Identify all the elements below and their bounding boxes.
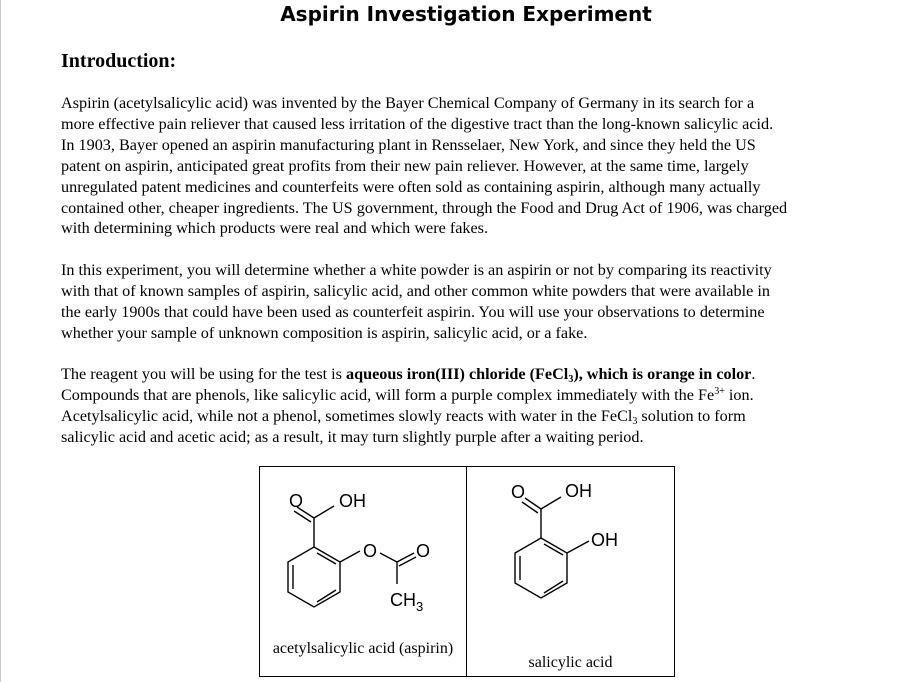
text-line: contained other, cheaper ingredients. The US government, through the Food and Drug Act of 1906, was charged [61,198,788,217]
salicylic-structure [467,467,674,675]
text-line [61,364,881,385]
text-line: whether your sample of unknown composition is aspirin, salicylic acid, or a fake. [61,323,588,342]
paragraph-experiment [61,260,881,344]
aspirin-oh-label: OH [339,491,366,511]
text-line: the early 1900s that could have been used as counterfeit aspirin. You will use your observations to determine [61,302,765,321]
aspirin-carbonyl-o-label: O [289,491,304,511]
paragraph-history [61,93,881,239]
structure-table [259,466,675,677]
text-line: more effective pain reliever that caused less irritation of the digestive tract than the long-known salicylic acid. [61,114,774,133]
superscript: 3+ [714,385,725,397]
subscript: 3 [568,374,574,385]
text-run: ion. [724,385,754,404]
text-line: unregulated patent medicines and counterfeits were often sold as containing aspirin, although many actually [61,177,761,196]
document-title: Aspirin Investigation Experiment [280,2,652,26]
salicylic-phenol-oh-label: OH [591,530,618,550]
page-edge [0,0,1,682]
aspirin-ester-o-label: O [363,541,378,561]
text-run: solution to form [637,406,746,425]
salicylic-carbonyl-o-label: O [511,482,526,502]
methyl-text: CH [390,590,416,610]
text-line: with that of known samples of aspirin, salicylic acid, and other common white powders that were available in [61,281,770,300]
salicylic-bonds [515,497,589,598]
text-line: salicylic acid and acetic acid; as a result, it may turn slightly purple after a waiting period. [61,427,644,446]
aspirin-methyl-label [390,590,423,614]
salicylic-oh-label: OH [565,481,592,501]
text-line: patent on aspirin, anticipated great profits from their new pain reliever. However, at the same time, largely [61,156,749,175]
text-run: aqueous iron(III) chloride (FeCl [346,365,569,383]
text-run: Compounds that are phenols, like salicylic acid, will form a purple complex immediately with the Fe [61,385,715,404]
text-run: ), which is orange in color [573,365,752,383]
text-line: Aspirin (acetylsalicylic acid) was invented by the Bayer Chemical Company of Germany in its search for a [61,94,755,112]
aspirin-caption: acetylsalicylic acid (aspirin) [272,640,454,657]
aspirin-cell [260,467,467,677]
text-run: The reagent you will be using for the test is [61,365,347,383]
salicylic-caption: salicylic acid [528,654,613,671]
subscript: 3 [632,415,638,427]
text-run: Acetylsalicylic acid, while not a phenol, sometimes slowly reacts with water in the FeCl [61,406,633,425]
salicylic-cell [467,467,675,677]
text-line: with determining which products were real and which were fakes. [61,219,489,238]
text-line: In this experiment, you will determine whether a white powder is an aspirin or not by comparing its reactivity [61,261,772,279]
paragraph-reagent [61,364,881,448]
text-line: In 1903, Bayer opened an aspirin manufacturing plant in Rensselaer, New York, and since they held the US [61,135,756,154]
aspirin-acyl-o-label: O [416,541,431,561]
text-line [61,406,881,427]
reagent-name [346,365,751,383]
text-run: . [751,365,756,383]
methyl-subscript: 3 [416,599,424,614]
text-line [61,385,881,406]
introduction-heading: Introduction: [61,50,177,72]
